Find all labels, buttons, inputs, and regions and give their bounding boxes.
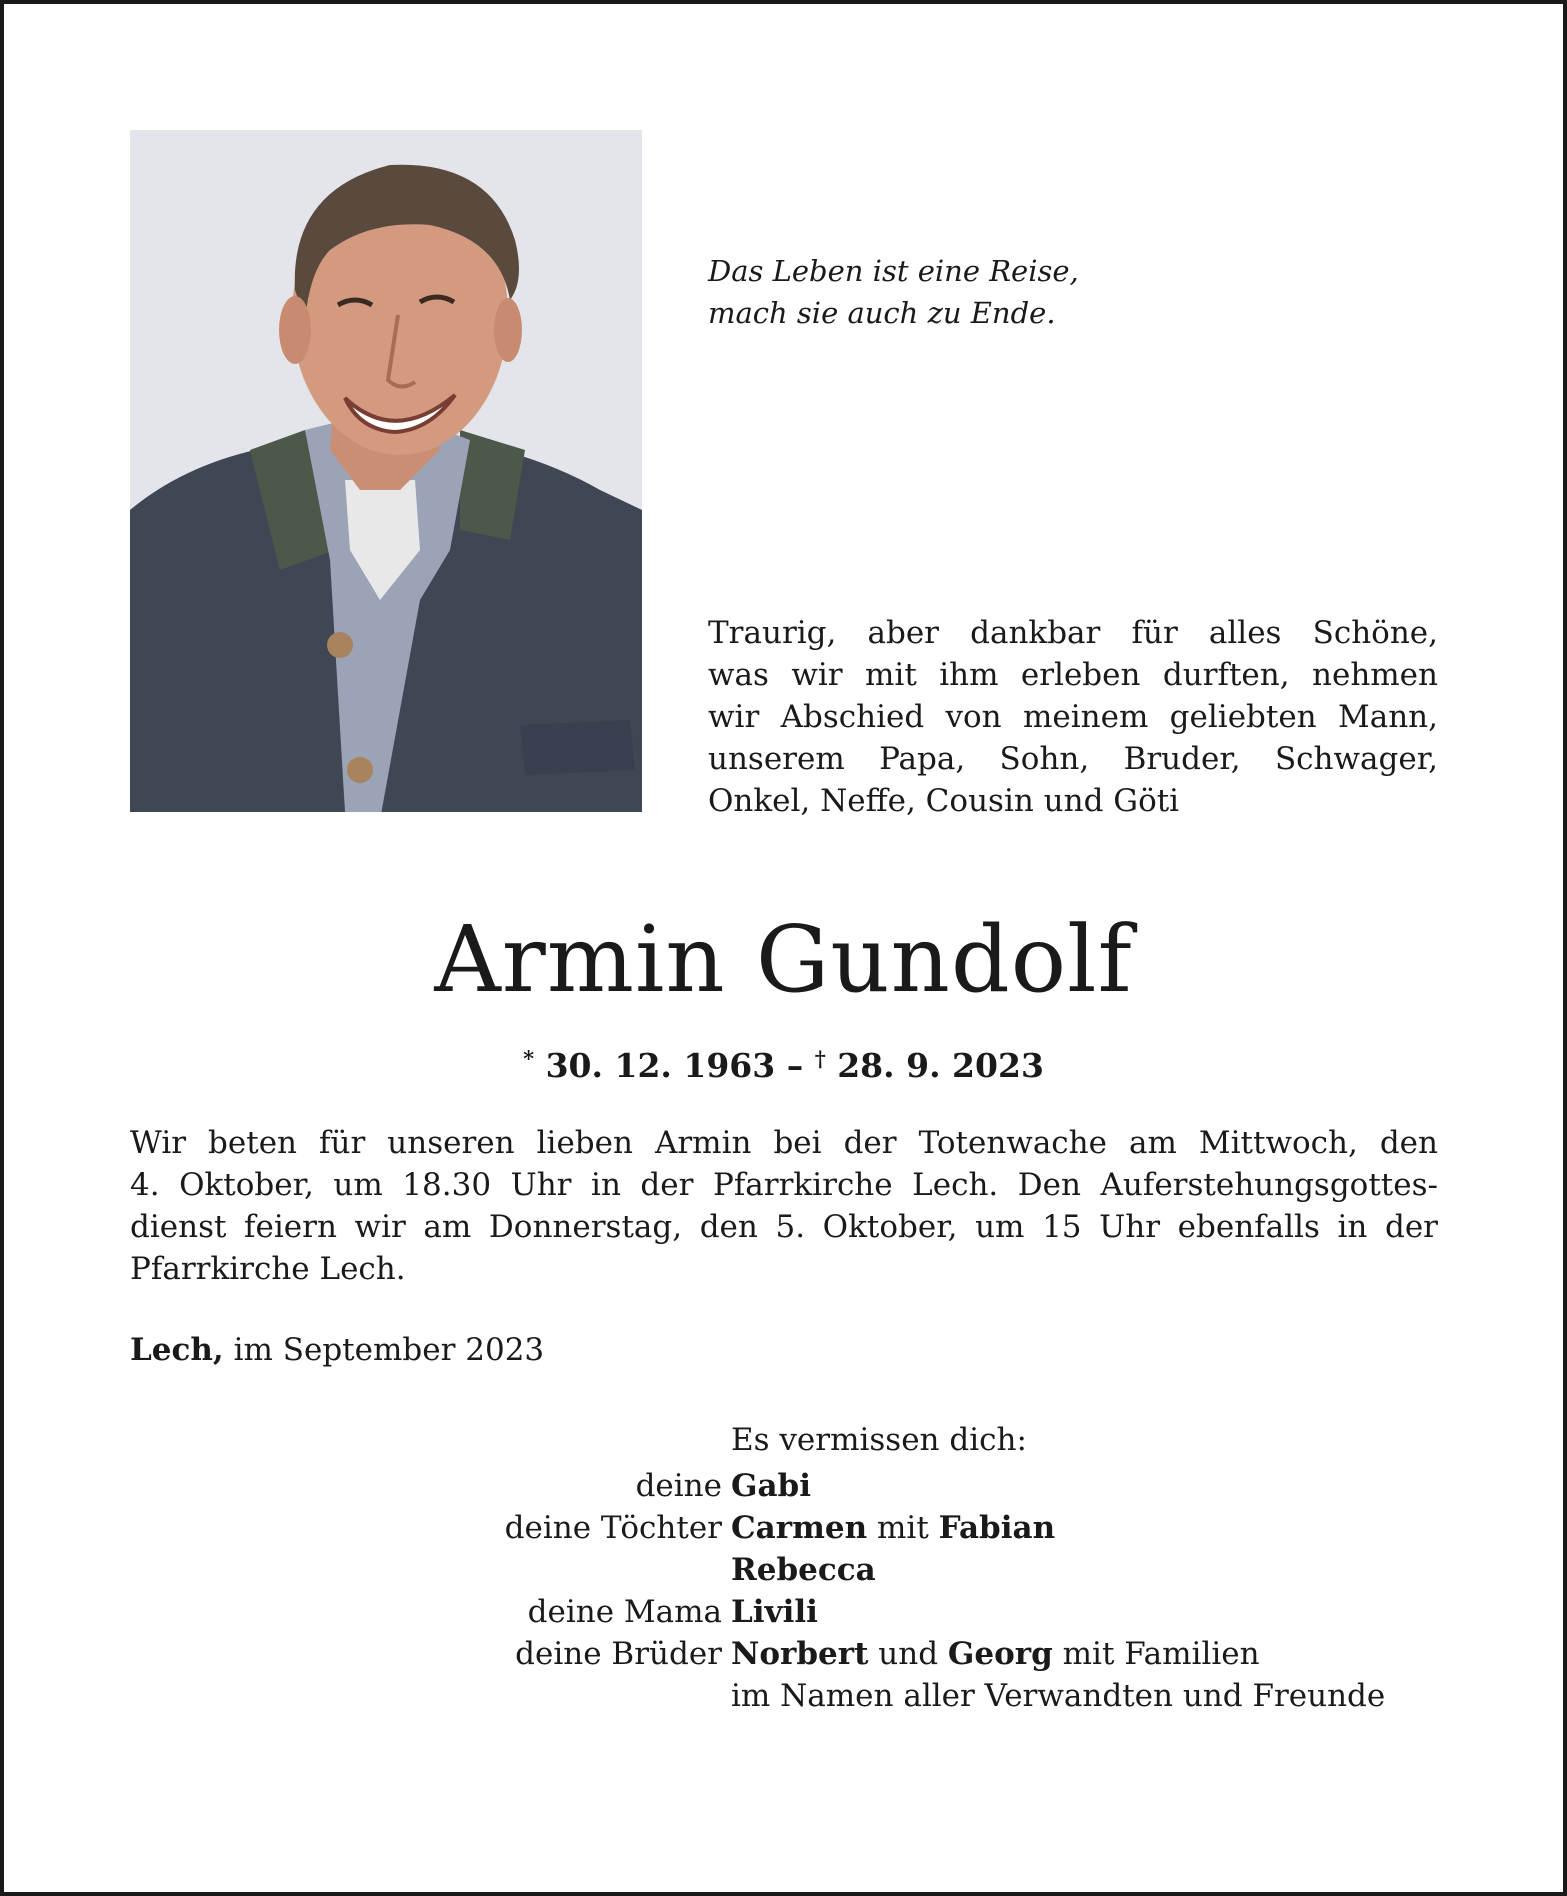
mourner-row bbox=[0, 1465, 1567, 1507]
intro-line: Onkel, Neffe, Cousin und Göti bbox=[708, 783, 1180, 819]
mourner-name: Rebecca bbox=[731, 1552, 876, 1588]
joiner-text: und bbox=[878, 1636, 939, 1672]
intro-line: unserem Papa, Sohn, Bruder, Schwager, bbox=[708, 741, 1438, 777]
relation-label: deine Brüder bbox=[515, 1636, 722, 1672]
relation-label: deine Töchter bbox=[504, 1510, 722, 1546]
mourner-name: Livili bbox=[731, 1594, 818, 1630]
birth-date: 30. 12. 1963 bbox=[545, 1046, 776, 1085]
intro-line: wir Abschied von meinem geliebten Mann, bbox=[708, 699, 1438, 735]
service-line: 4. Oktober, um 18.30 Uhr in der Pfarrkirche Lech. Den Auferstehungsgottes- bbox=[130, 1167, 1438, 1203]
mourner-row bbox=[0, 1633, 1567, 1675]
mourners-list bbox=[0, 1465, 1567, 1717]
mourner-row bbox=[0, 1507, 1567, 1549]
family-suffix: mit Familien bbox=[1062, 1636, 1260, 1672]
quote-line: mach sie auch zu Ende. bbox=[708, 296, 1056, 330]
mourner-row bbox=[0, 1591, 1567, 1633]
mourner-name: Fabian bbox=[938, 1510, 1056, 1546]
relation-label: deine bbox=[635, 1468, 722, 1504]
mourner-name: Norbert bbox=[731, 1636, 869, 1672]
life-dates bbox=[0, 1037, 1567, 1088]
closing-line: im Namen aller Verwandten und Freunde bbox=[731, 1678, 1386, 1714]
place-date bbox=[130, 1329, 544, 1371]
intro-line: Traurig, aber dankbar für alles Schöne, bbox=[708, 615, 1438, 651]
service-line: Pfarrkirche Lech. bbox=[130, 1251, 406, 1287]
quote-line: Das Leben ist eine Reise, bbox=[708, 254, 1079, 288]
place-month: im September 2023 bbox=[233, 1332, 545, 1368]
intro-line: was wir mit ihm erleben durften, nehmen bbox=[708, 657, 1438, 693]
date-dash: – bbox=[786, 1046, 804, 1085]
mourner-name: Georg bbox=[947, 1636, 1053, 1672]
death-date: 28. 9. 2023 bbox=[837, 1046, 1044, 1085]
mourner-row bbox=[0, 1675, 1567, 1717]
portrait-photo bbox=[130, 130, 642, 812]
birth-symbol: * bbox=[523, 1046, 535, 1071]
service-line: dienst feiern wir am Donnerstag, den 5. Oktober, um 15 Uhr ebenfalls in der bbox=[130, 1209, 1438, 1245]
quote bbox=[708, 250, 1408, 334]
service-line: Wir beten für unseren lieben Armin bei der Totenwache am Mittwoch, den bbox=[130, 1125, 1438, 1161]
service-text bbox=[130, 1122, 1438, 1290]
mourner-name: Carmen bbox=[731, 1510, 868, 1546]
deceased-name: Armin Gundolf bbox=[434, 906, 1133, 1013]
joiner-text: mit bbox=[877, 1510, 929, 1546]
mourner-name: Gabi bbox=[731, 1468, 812, 1504]
mourner-row bbox=[0, 1549, 1567, 1591]
death-symbol: † bbox=[814, 1046, 826, 1071]
mourners-heading: Es vermissen dich: bbox=[731, 1422, 1027, 1458]
place-town: Lech, bbox=[130, 1332, 224, 1368]
intro-text bbox=[708, 612, 1438, 822]
relation-label: deine Mama bbox=[527, 1594, 722, 1630]
